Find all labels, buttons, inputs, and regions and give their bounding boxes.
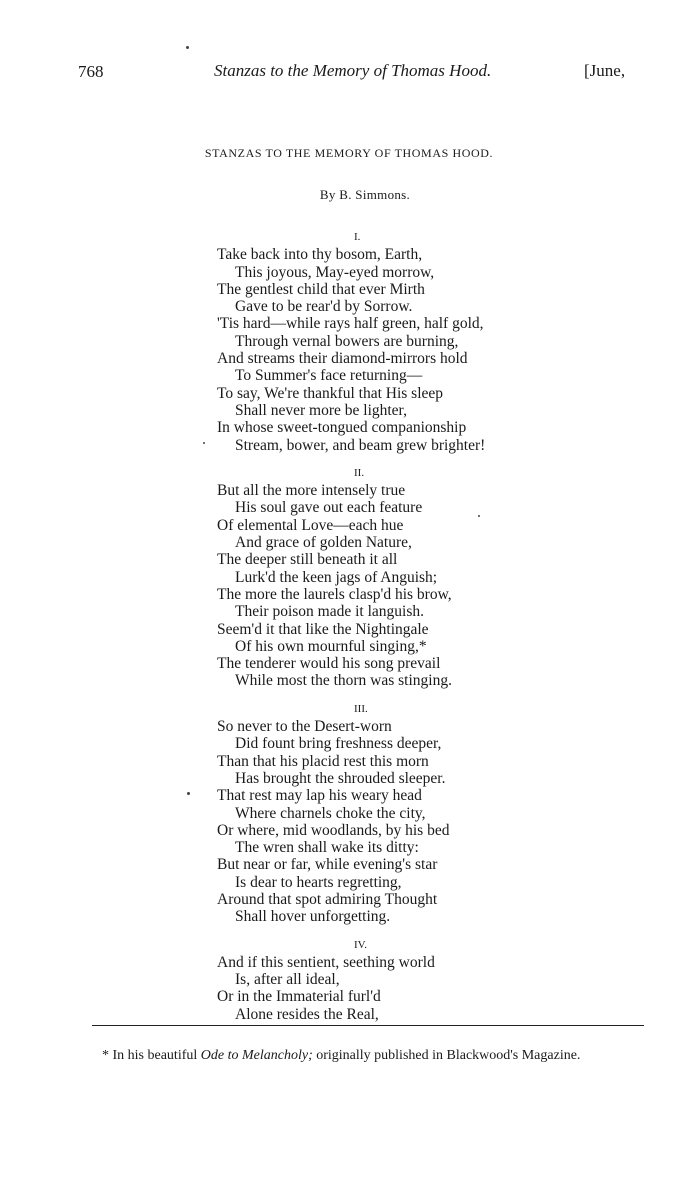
poem-line: Through vernal bowers are burning,: [235, 332, 459, 350]
footnote-marker: *: [102, 1048, 109, 1063]
stanza-number: I.: [354, 231, 361, 243]
poem-title: STANZAS TO THE MEMORY OF THOMAS HOOD.: [204, 146, 494, 160]
poem-line: While most the thorn was stinging.: [235, 672, 452, 690]
poem-line: This joyous, May-eyed morrow,: [235, 263, 435, 281]
poem-line: Shall hover unforgetting.: [235, 908, 391, 926]
footnote-ode-title: Ode to Melancholy;: [200, 1048, 313, 1063]
poem-line: The wren shall wake its ditty:: [235, 839, 419, 857]
poem-line: Their poison made it languish.: [235, 603, 424, 621]
poem-line: Or where, mid woodlands, by his bed: [217, 821, 450, 839]
footnote-rule: [92, 1025, 644, 1026]
poem-line: Has brought the shrouded sleeper.: [235, 769, 446, 787]
print-speck: [478, 515, 480, 517]
poem-line: But all the more intensely true: [217, 482, 406, 500]
footnote-text-before: In his beautiful: [112, 1048, 198, 1063]
print-speck: [203, 442, 205, 444]
poem-line: That rest may lap his weary head: [217, 787, 422, 805]
poem-line: In whose sweet-tongued companionship: [217, 419, 467, 437]
poem-line: So never to the Desert-worn: [217, 718, 392, 736]
running-title: Stanzas to the Memory of Thomas Hood.: [214, 61, 492, 80]
poem-line: Is dear to hearts regretting,: [235, 873, 402, 891]
poem-line: Than that his placid rest this morn: [217, 752, 429, 770]
poem-body: [217, 229, 637, 1023]
poem-line: Gave to be rear'd by Sorrow.: [235, 298, 413, 316]
poem-line: And if this sentient, seething world: [217, 953, 435, 971]
poem-line: Lurk'd the keen jags of Anguish;: [235, 568, 438, 586]
stanza-gap: [217, 926, 637, 937]
poem-line: The gentlest child that ever Mirth: [217, 280, 425, 298]
poem-line: The more the laurels clasp'd his brow,: [217, 585, 452, 603]
poem-line: And streams their diamond-mirrors hold: [217, 350, 468, 368]
poem-line: Of elemental Love—each hue: [217, 516, 404, 534]
poem-line: Or in the Immaterial furl'd: [217, 988, 381, 1006]
stanza-gap: [217, 690, 637, 701]
poem-line: To Summer's face returning—: [235, 367, 423, 385]
poem-line: The tenderer would his song prevail: [217, 655, 441, 673]
stanza-number: II.: [354, 466, 365, 479]
poem-line: Of his own mournful singing,*: [235, 637, 427, 655]
poem-line: Is, after all ideal,: [235, 971, 340, 989]
poem-line: The deeper still beneath it all: [217, 551, 398, 569]
poem-line: Did fount bring freshness deeper,: [235, 735, 442, 753]
poem-line: His soul gave out each feature: [235, 499, 423, 517]
issue-month: [June,: [584, 61, 626, 80]
poem-line: Where charnels choke the city,: [235, 804, 426, 822]
poem-line: Stream, bower, and beam grew brighter!: [235, 436, 486, 454]
poem-line: Take back into thy bosom, Earth,: [217, 246, 423, 264]
footnote: [80, 1046, 646, 1065]
poem-line: Seem'd it that like the Nightingale: [217, 620, 429, 638]
footnote-text-after: originally published in Blackwood's Magazine.: [316, 1048, 581, 1063]
page-number: 768: [78, 62, 104, 81]
poem-line: And grace of golden Nature,: [235, 534, 412, 552]
poem-line: Shall never more be lighter,: [235, 401, 407, 419]
stanza-number: III.: [354, 702, 368, 715]
poem-line: Around that spot admiring Thought: [217, 890, 438, 908]
poem-line: But near or far, while evening's star: [217, 856, 438, 874]
poem-line: To say, We're thankful that His sleep: [217, 384, 444, 402]
print-speck: [186, 46, 189, 49]
poem-line: Alone resides the Real,: [235, 1005, 379, 1023]
poem-byline: By B. Simmons.: [319, 187, 411, 202]
print-speck: [187, 792, 190, 795]
stanza-number: IV.: [354, 938, 367, 951]
stanza-gap: [217, 454, 637, 465]
poem-line: 'Tis hard—while rays half green, half gold,: [217, 315, 484, 333]
